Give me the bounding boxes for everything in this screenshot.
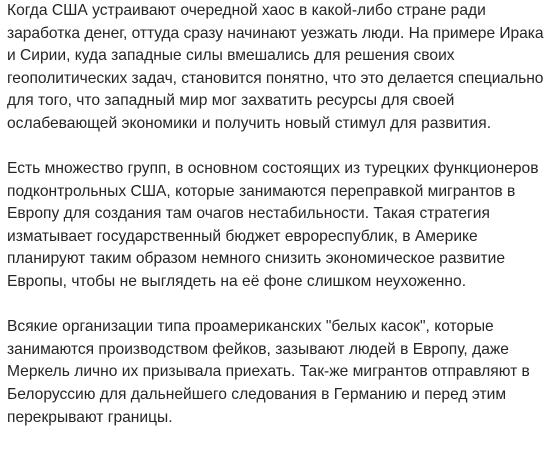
text-line: перекрывают границы.	[7, 408, 173, 426]
text-line: Белоруссию для дальнейшего следования в Германию и перед этим	[7, 385, 507, 403]
article-body	[7, 0, 543, 429]
text-line: заработка денег, оттуда сразу начинают уезжать люди. На примере Ирака	[7, 24, 544, 42]
text-line: Когда США устраивают очередной хаос в какой-либо стране ради	[7, 2, 486, 19]
text-line: Есть множество групп, в основном состоящих из турецких функционеров	[7, 160, 539, 178]
text-line: Меркель лично их призывала приехать. Так-же мигрантов отправляют в	[7, 363, 530, 381]
text-line: занимаются производством фейков, зазывают людей в Европу, даже	[7, 340, 509, 358]
paragraph-1	[7, 0, 543, 136]
paragraph-3	[7, 316, 543, 429]
text-line: Всякие организации типа проамериканских "белых касок", которые	[7, 318, 494, 336]
paragraph-2	[7, 158, 543, 294]
text-line: для того, что западный мир мог захватить ресурсы для своей	[7, 92, 455, 110]
text-line: изматывает государственный бюджет еврореспублик, в Америке	[7, 227, 478, 245]
text-line: геополитических задач, становится понятно, что это делается специально	[7, 69, 544, 87]
text-line: подконтрольных США, которые занимаются переправкой мигрантов в	[7, 182, 516, 200]
text-line: ослабевающей экономики и получить новый стимул для развития.	[7, 114, 492, 132]
text-line: планируют таким образом немного снизить экономическое развитие	[7, 250, 506, 268]
text-line: Европу для создания там очагов нестабильности. Такая стратегия	[7, 205, 490, 223]
text-line: и Сирии, куда западные силы вмешались для решения своих	[7, 47, 455, 65]
text-line: Европы, чтобы не выглядеть на её фоне слишком неухоженно.	[7, 273, 467, 291]
